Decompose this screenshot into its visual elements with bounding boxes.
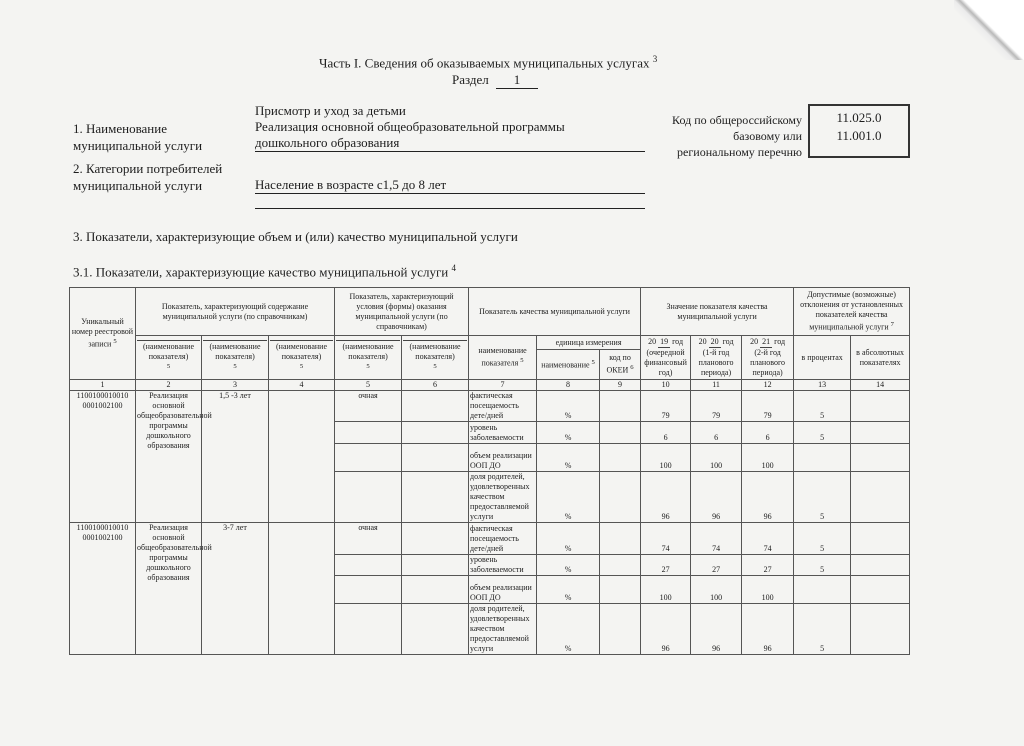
g2-r4-v3: 96: [742, 604, 794, 655]
h-sub-3: [269, 336, 335, 380]
g2-r3-v2: 100: [691, 576, 742, 604]
colnum: 11: [691, 380, 742, 391]
section31-title: [73, 263, 456, 280]
h-sub-4: [335, 336, 402, 380]
g1-r2-v2: 6: [691, 422, 742, 444]
g1-r4-unit: %: [537, 472, 600, 523]
h-value: Значение показателя качества муниципальной услуги: [641, 288, 794, 336]
g1-r4-v3: 96: [742, 472, 794, 523]
colnum: 13: [794, 380, 851, 391]
colnum: 12: [742, 380, 794, 391]
g1-r1-abs: [851, 391, 910, 422]
g2-r2-okei: [600, 555, 641, 576]
g1-r4-name: доля родителей, удовлетворенных качеством предоставляемой услуги: [469, 472, 537, 523]
g2-r2-v1: 27: [641, 555, 691, 576]
g1-empty-4: [269, 391, 335, 523]
g1-program: Реализация основной общеобразовательной программы дошкольного образования: [136, 391, 202, 523]
g1-r3-v3: 100: [742, 444, 794, 472]
g1-r2-abs: [851, 422, 910, 444]
g2-r1-name: фактическая посещаемость дете/дней: [469, 523, 537, 555]
header-row-2: [70, 336, 910, 350]
g1-r1-name: фактическая посещаемость дете/дней: [469, 391, 537, 422]
h-deviation-sup: 7: [890, 321, 894, 329]
h-unit-name: [537, 350, 600, 380]
g1-r1-okei: [600, 391, 641, 422]
g1-r2-pct: 5: [794, 422, 851, 444]
g2-r3-c6: [402, 576, 469, 604]
y1-c: год: [672, 337, 684, 346]
g1-r1-v3: 79: [742, 391, 794, 422]
y3-b: 21: [762, 337, 771, 346]
colnum: 2: [136, 380, 202, 391]
h-sub-1-text: (наименование показателя): [137, 340, 200, 362]
h-sub-5-text: (наименование показателя): [403, 340, 467, 362]
header-row-1: [70, 288, 910, 336]
g2-r2-c6: [402, 555, 469, 576]
y1-b: 19: [660, 337, 669, 346]
h-unique-cell: [70, 288, 136, 380]
g1-r2-c5: [335, 422, 402, 444]
code-label-line-3: региональному перечню: [677, 145, 802, 159]
g2-r4-v1: 96: [641, 604, 691, 655]
g2-r3-pct: [794, 576, 851, 604]
h-quality: Показатель качества муниципальной услуги: [469, 288, 641, 336]
h-ind-name-text: наименование показателя: [478, 346, 527, 368]
g2-r3-abs: [851, 576, 910, 604]
y1-a: 20: [648, 337, 657, 346]
service-name-line-1: Присмотр и уход за детьми: [255, 103, 406, 118]
g2-r3-v3: 100: [742, 576, 794, 604]
consumers-label-2: муниципальной услуги: [73, 178, 203, 193]
g1-r4-c5: [335, 472, 402, 523]
code-value-1: 11.025.0: [836, 110, 882, 125]
g2-r2-pct: 5: [794, 555, 851, 576]
h-sub-2-sup: 5: [233, 363, 237, 371]
g1-r3-v1: 100: [641, 444, 691, 472]
g2-r4-c5: [335, 604, 402, 655]
g2-age: 3-7 лет: [202, 523, 269, 655]
table-row: [70, 391, 910, 422]
g2-form: очная: [335, 523, 402, 555]
g1-r3-abs: [851, 444, 910, 472]
h-deviation: Допустимые (возможные) отклонения от установленных показателей качества муниципальной услуги: [800, 290, 904, 332]
h-sub-5-sup: 5: [433, 363, 437, 371]
y3-a: 20: [750, 337, 759, 346]
g1-r4-okei: [600, 472, 641, 523]
g2-empty-6: [402, 523, 469, 555]
code-box: [808, 104, 910, 158]
g2-r3-name: объем реализации ООП ДО: [469, 576, 537, 604]
h-okei-sup: 6: [630, 364, 634, 372]
g1-r3-v2: 100: [691, 444, 742, 472]
h-ind-sup: 5: [520, 357, 524, 365]
g2-r3-okei: [600, 576, 641, 604]
consumers-label-1: 2. Категории потребителей: [73, 161, 223, 176]
g1-r2-c6: [402, 422, 469, 444]
colnum: 9: [600, 380, 641, 391]
section-number: 1: [496, 72, 538, 89]
part-title-sup: 3: [652, 54, 658, 64]
g2-r3-unit: %: [537, 576, 600, 604]
g1-r3-pct: [794, 444, 851, 472]
h-sub-2: [202, 336, 269, 380]
colnum: 7: [469, 380, 537, 391]
g1-age: 1,5 -3 лет: [202, 391, 269, 523]
g2-r2-unit: %: [537, 555, 600, 576]
g2-r4-abs: [851, 604, 910, 655]
section-label: Раздел: [452, 72, 489, 87]
h-sub-1: [136, 336, 202, 380]
g2-code-l1: 1100100010010: [76, 523, 129, 532]
g2-code-l2: 0001002100: [82, 533, 123, 542]
h-sub-1-sup: 5: [166, 363, 171, 371]
page-curl: [954, 0, 1024, 60]
h-content: Показатель, характеризующий содержание муниципальной услуги (по справочникам): [136, 288, 335, 336]
g2-r4-unit: %: [537, 604, 600, 655]
g1-r2-v3: 6: [742, 422, 794, 444]
part-title-text: Часть I. Сведения об оказываемых муниципальных услугах: [319, 55, 650, 71]
h-year-3: [742, 336, 794, 380]
g2-r4-okei: [600, 604, 641, 655]
g1-form: очная: [335, 391, 402, 422]
service-name-value: [255, 103, 645, 152]
y2-a: 20: [698, 337, 707, 346]
g2-program: Реализация основной общеобразовательной программы дошкольного образования: [136, 523, 202, 655]
g1-r1-unit: %: [537, 391, 600, 422]
g1-r1-v1: 79: [641, 391, 691, 422]
colnum: 5: [335, 380, 402, 391]
h-unique: Уникальный номер реестровой записи: [71, 317, 134, 349]
g1-code-l1: 1100100010010: [76, 391, 129, 400]
g2-r3-v1: 100: [641, 576, 691, 604]
section3-title: 3. Показатели, характеризующие объем и (или) качество муниципальной услуги: [73, 229, 518, 244]
g1-r3-c6: [402, 444, 469, 472]
colnum: 1: [70, 380, 136, 391]
code-label-line-1: Код по общероссийскому: [672, 113, 802, 127]
h-sub-4-sup: 5: [366, 363, 370, 371]
consumers-label: [73, 160, 222, 194]
y1-d: (очередной финансовый год): [644, 348, 687, 377]
table-row: [70, 523, 910, 555]
colnum-row: [70, 380, 910, 391]
quality-table: [69, 287, 910, 655]
h-deviation-cell: [794, 288, 910, 336]
g2-r1-v1: 74: [641, 523, 691, 555]
g2-r2-c5: [335, 555, 402, 576]
g2-r4-name: доля родителей, удовлетворенных качеством предоставляемой услуги: [469, 604, 537, 655]
colnum: 14: [851, 380, 910, 391]
h-sub-3-sup: 5: [299, 363, 304, 371]
g1-r3-unit: %: [537, 444, 600, 472]
y3-d: (2-й год планового периода): [750, 348, 786, 377]
g2-r4-pct: 5: [794, 604, 851, 655]
colnum: 6: [402, 380, 469, 391]
y2-d: (1-й год планового периода): [698, 348, 734, 377]
h-unit: единица измерения: [537, 336, 641, 350]
h-year-2: [691, 336, 742, 380]
h-unit-name-sup: 5: [591, 359, 595, 367]
g2-r1-v2: 74: [691, 523, 742, 555]
g2-r2-name: уровень заболеваемости: [469, 555, 537, 576]
g2-code: [70, 523, 136, 655]
h-percent: в процентах: [794, 336, 851, 380]
colnum: 8: [537, 380, 600, 391]
code-value-2: 11.001.0: [836, 128, 882, 143]
h-sub-3-text: (наименование показателя): [270, 340, 333, 362]
g1-r4-pct: 5: [794, 472, 851, 523]
g1-r2-unit: %: [537, 422, 600, 444]
h-ind-name: [469, 336, 537, 380]
g1-r4-v1: 96: [641, 472, 691, 523]
g2-r1-okei: [600, 523, 641, 555]
g2-r1-pct: 5: [794, 523, 851, 555]
section-line: [452, 72, 538, 89]
colnum: 3: [202, 380, 269, 391]
service-name-label: [73, 120, 202, 154]
h-absolute: в абсолютных показателях: [851, 336, 910, 380]
g1-empty-6: [402, 391, 469, 422]
h-year-1: [641, 336, 691, 380]
part-title: [319, 54, 657, 71]
g2-r2-v3: 27: [742, 555, 794, 576]
g1-r4-v2: 96: [691, 472, 742, 523]
g2-r2-v2: 27: [691, 555, 742, 576]
y2-b: 20: [710, 337, 719, 346]
g2-r2-abs: [851, 555, 910, 576]
service-name-label-1: 1. Наименование: [73, 121, 167, 136]
g1-r3-c5: [335, 444, 402, 472]
colnum: 4: [269, 380, 335, 391]
g2-empty-4: [269, 523, 335, 655]
g2-r1-v3: 74: [742, 523, 794, 555]
g1-r2-v1: 6: [641, 422, 691, 444]
h-sub-4-text: (наименование показателя): [336, 340, 400, 362]
section31-title-text: 3.1. Показатели, характеризующие качество муниципальной услуги: [73, 264, 449, 280]
g1-r4-abs: [851, 472, 910, 523]
service-name-label-2: муниципальной услуги: [73, 138, 203, 153]
g2-r4-c6: [402, 604, 469, 655]
g2-r1-unit: %: [537, 523, 600, 555]
h-unit-name-text: наименование: [541, 360, 590, 370]
colnum: 10: [641, 380, 691, 391]
h-okei: [600, 350, 641, 380]
g1-r1-pct: 5: [794, 391, 851, 422]
h-unique-sup: 5: [113, 338, 117, 346]
g1-r1-v2: 79: [691, 391, 742, 422]
g1-r3-okei: [600, 444, 641, 472]
g1-code: [70, 391, 136, 523]
section31-sup: 4: [451, 263, 456, 273]
g2-r1-abs: [851, 523, 910, 555]
g1-r2-name: уровень заболеваемости: [469, 422, 537, 444]
g2-r3-c5: [335, 576, 402, 604]
code-label: [664, 112, 802, 160]
g1-code-l2: 0001002100: [82, 401, 123, 410]
h-conditions: Показатель, характеризующий условия (формы) оказания муниципальной услуги (по справочникам): [335, 288, 469, 336]
consumers-value: Население в возрасте с1,5 до 8 лет: [255, 177, 645, 194]
consumers-blank-line: [255, 208, 645, 209]
g1-r3-name: объем реализации ООП ДО: [469, 444, 537, 472]
y3-c: год: [774, 337, 786, 346]
g2-r4-v2: 96: [691, 604, 742, 655]
y2-c: год: [722, 337, 734, 346]
service-name-line-2: Реализация основной общеобразовательной программы: [255, 119, 565, 134]
service-name-line-3: дошкольного образования: [255, 135, 645, 152]
h-sub-2-text: (наименование показателя): [203, 340, 267, 362]
h-sub-5: [402, 336, 469, 380]
g1-r2-okei: [600, 422, 641, 444]
g1-r4-c6: [402, 472, 469, 523]
h-okei-text: код по ОКЕИ: [606, 353, 631, 375]
code-label-line-2: базовому или: [733, 129, 802, 143]
